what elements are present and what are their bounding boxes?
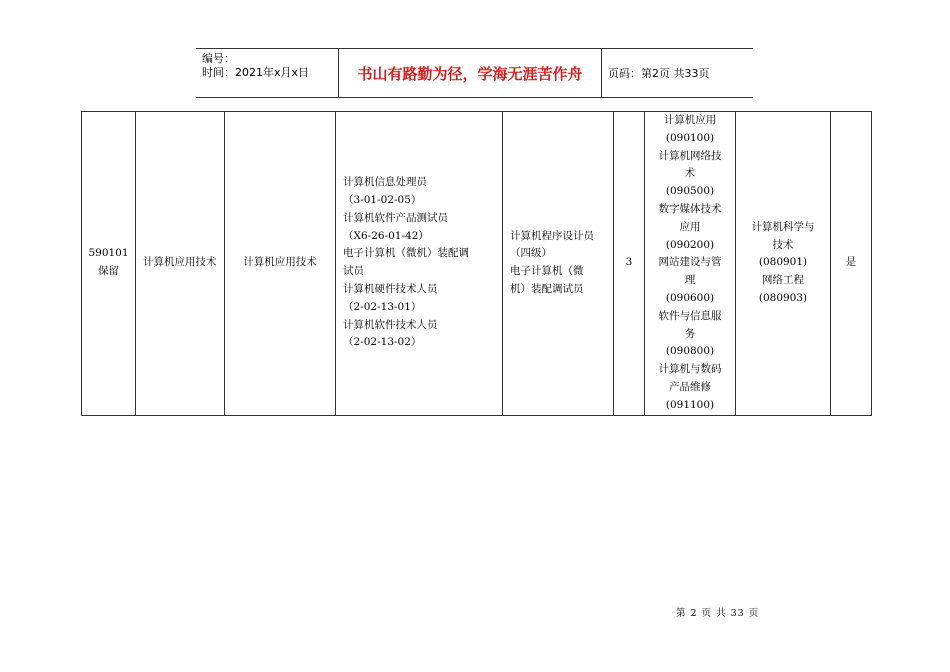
major-direction: 计算机应用技术 [243, 256, 317, 269]
major-name-cell [136, 112, 225, 416]
higher-vocational-line: (090100) [665, 131, 715, 144]
occupation-line: 计算机信息处理员 [343, 176, 427, 189]
higher-vocational-cell [645, 112, 736, 416]
higher-vocational-line: 网站建设与管 [658, 256, 722, 269]
table-row [82, 112, 872, 416]
occupation-line: 计算机硬件技术人员 [343, 283, 438, 296]
undergraduate-line: (080901) [758, 256, 808, 269]
higher-vocational-line: 应用 [679, 220, 701, 233]
flag-cell [831, 112, 872, 416]
higher-vocational-line: (090200) [665, 238, 715, 251]
page-header [196, 48, 753, 98]
header-meta [196, 49, 339, 97]
higher-vocational-line: 术 [684, 167, 696, 180]
higher-vocational-line: (091100) [665, 398, 715, 411]
higher-vocational-line: (090600) [665, 291, 715, 304]
years-cell [614, 112, 645, 416]
higher-vocational-line: 计算机与数码 [658, 363, 722, 376]
certificate-line: （四级） [510, 247, 552, 260]
occupation-line: （3-01-02-05） [343, 194, 422, 207]
occupation-line: 试员 [343, 265, 364, 278]
document-time-label: 时间：2021年x月x日 [202, 66, 310, 79]
certificate-line: 机）装配调试员 [510, 283, 584, 296]
undergraduate-cell [736, 112, 831, 416]
direction-cell [225, 112, 336, 416]
undergraduate-line: (080903) [758, 291, 808, 304]
higher-vocational-line: 软件与信息服 [658, 309, 722, 322]
major-code-cell [82, 112, 136, 416]
certificates-cell [503, 112, 614, 416]
header-page-label: 页码：第2页 共33页 [608, 67, 710, 80]
page-footer: 第 2 页 共 33 页 [676, 608, 760, 619]
undergraduate-line: 计算机科学与 [751, 220, 815, 233]
higher-vocational-line: (090500) [665, 185, 715, 198]
occupation-line: （2-02-13-02） [343, 336, 422, 349]
certificate-line: 计算机程序设计员 [510, 229, 594, 242]
study-years: 3 [625, 256, 633, 269]
higher-vocational-line: 务 [684, 327, 696, 340]
occupation-line: （2-02-13-01） [343, 300, 422, 313]
undergraduate-line: 网络工程 [762, 274, 804, 287]
major-table [81, 111, 872, 416]
higher-vocational-line: 产品维修 [669, 380, 711, 393]
occupations-cell [336, 112, 503, 416]
higher-vocational-line: 理 [684, 274, 696, 287]
occupation-line: 电子计算机（微机）装配调 [343, 247, 469, 260]
certificate-line: 电子计算机（微 [510, 265, 584, 278]
higher-vocational-line: 计算机网络技 [658, 149, 722, 162]
higher-vocational-line: (090800) [665, 345, 715, 358]
major-status: 保留 [98, 265, 119, 278]
occupation-line: （X6-26-01-42） [343, 229, 429, 242]
major-name: 计算机应用技术 [143, 256, 217, 269]
header-motto: 书山有路勤为径，学海无涯苦作舟 [339, 49, 602, 97]
occupation-line: 计算机软件产品测试员 [343, 211, 448, 224]
occupation-line: 计算机软件技术人员 [343, 318, 438, 331]
undergraduate-line: 技术 [772, 238, 794, 251]
higher-vocational-line: 计算机应用 [663, 114, 717, 126]
flag-value: 是 [845, 256, 857, 269]
higher-vocational-line: 数字媒体技术 [658, 202, 722, 215]
major-code: 590101 [88, 247, 129, 260]
document-number-label: 编号： [202, 52, 235, 65]
